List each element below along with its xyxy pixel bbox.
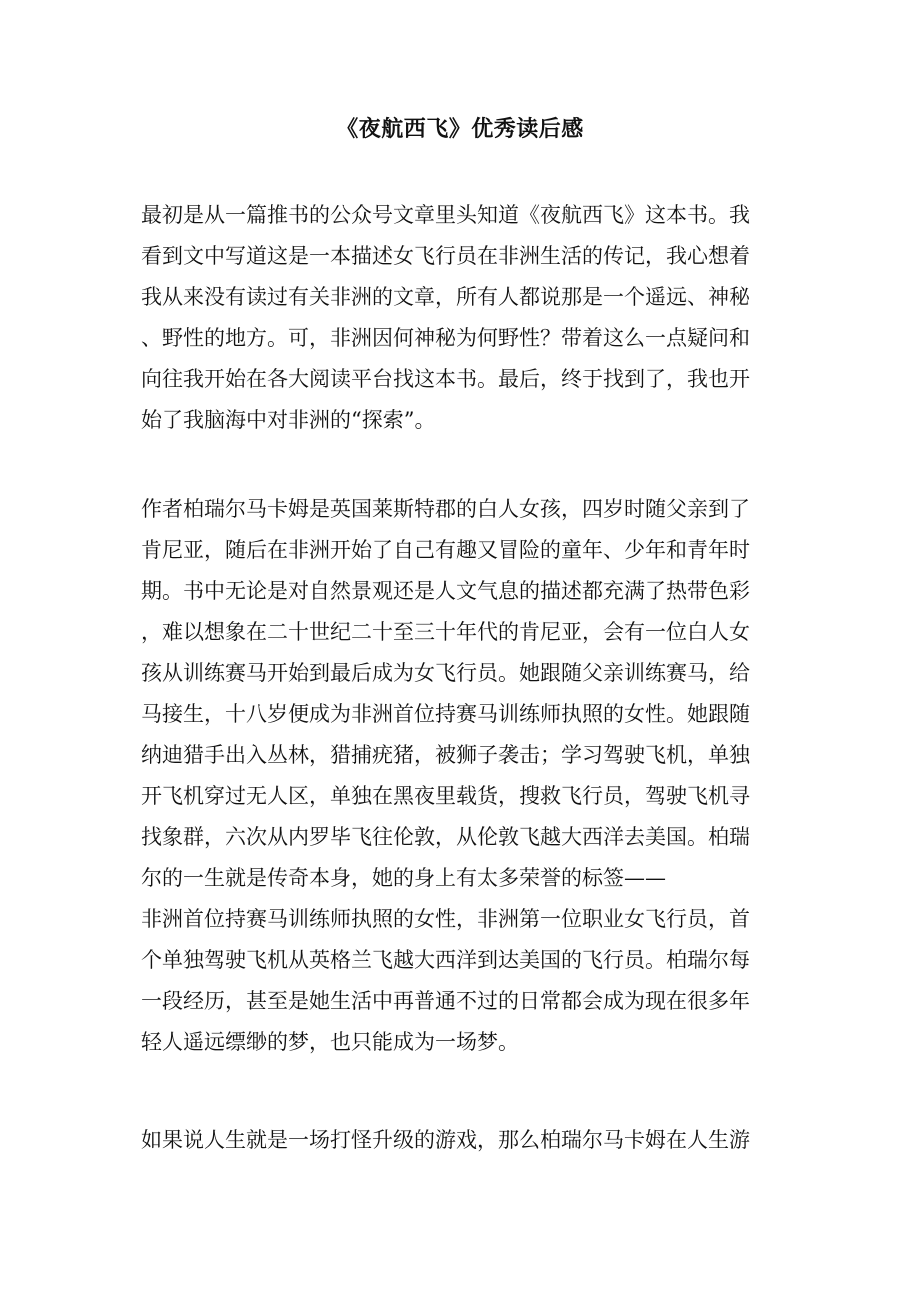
paragraph-line: 、野性的地方。可，非洲因何神秘为何野性？带着这么一点疑问和 — [141, 326, 750, 350]
paragraph-line: 始了我脑海中对非洲的“探索”。 — [141, 408, 436, 432]
paragraph-line: 期。书中无论是对自然景观还是人文气息的描述都充满了热带色彩 — [141, 579, 750, 603]
paragraph-1 — [141, 195, 781, 441]
paragraph-line: 向往我开始在各大阅读平台找这本书。最后，终于找到了，我也开 — [141, 367, 750, 391]
paragraph-line: 如果说人生就是一场打怪升级的游戏，那么柏瑞尔马卡姆在人生游 — [141, 1128, 750, 1152]
paragraph-line: 我从来没有读过有关非洲的文章，所有人都说那是一个遥远、神秘 — [141, 285, 750, 309]
paragraph-line: ，难以想象在二十世纪二十至三十年代的肯尼亚，会有一位白人女 — [141, 620, 750, 644]
paragraph-3 — [141, 1120, 781, 1161]
paragraph-line: 开飞机穿过无人区，单独在黑夜里载货，搜救飞行员，驾驶飞机寻 — [141, 784, 750, 808]
document-title: 《夜航西飞》优秀读后感 — [336, 116, 584, 142]
paragraph-line: 找象群，六次从内罗毕飞往伦敦，从伦敦飞越大西洋去美国。柏瑞 — [141, 825, 750, 849]
paragraph-2 — [141, 489, 781, 1063]
paragraph-line: 个单独驾驶飞机从英格兰飞越大西洋到达美国的飞行员。柏瑞尔每 — [141, 948, 750, 972]
paragraph-line: 纳迪猎手出入丛林，猎捕疣猪，被狮子袭击；学习驾驶飞机，单独 — [141, 743, 750, 767]
paragraph-line: 一段经历，甚至是她生活中再普通不过的日常都会成为现在很多年 — [141, 989, 750, 1013]
paragraph-line: 作者柏瑞尔马卡姆是英国莱斯特郡的白人女孩，四岁时随父亲到了 — [141, 497, 750, 521]
paragraph-line: 轻人遥远缥缈的梦，也只能成为一场梦。 — [141, 1030, 519, 1054]
paragraph-line: 孩从训练赛马开始到最后成为女飞行员。她跟随父亲训练赛马，给 — [141, 661, 750, 685]
paragraph-line: 马接生，十八岁便成为非洲首位持赛马训练师执照的女性。她跟随 — [141, 702, 750, 726]
paragraph-line: 非洲首位持赛马训练师执照的女性，非洲第一位职业女飞行员，首 — [141, 907, 750, 931]
paragraph-line: 看到文中写道这是一本描述女飞行员在非洲生活的传记，我心想着 — [141, 244, 750, 268]
paragraph-line: 最初是从一篇推书的公众号文章里头知道《夜航西飞》这本书。我 — [141, 203, 750, 227]
paragraph-line: 尔的一生就是传奇本身，她的身上有太多荣誉的标签—— — [141, 866, 666, 890]
paragraph-line: 肯尼亚，随后在非洲开始了自己有趣又冒险的童年、少年和青年时 — [141, 538, 750, 562]
